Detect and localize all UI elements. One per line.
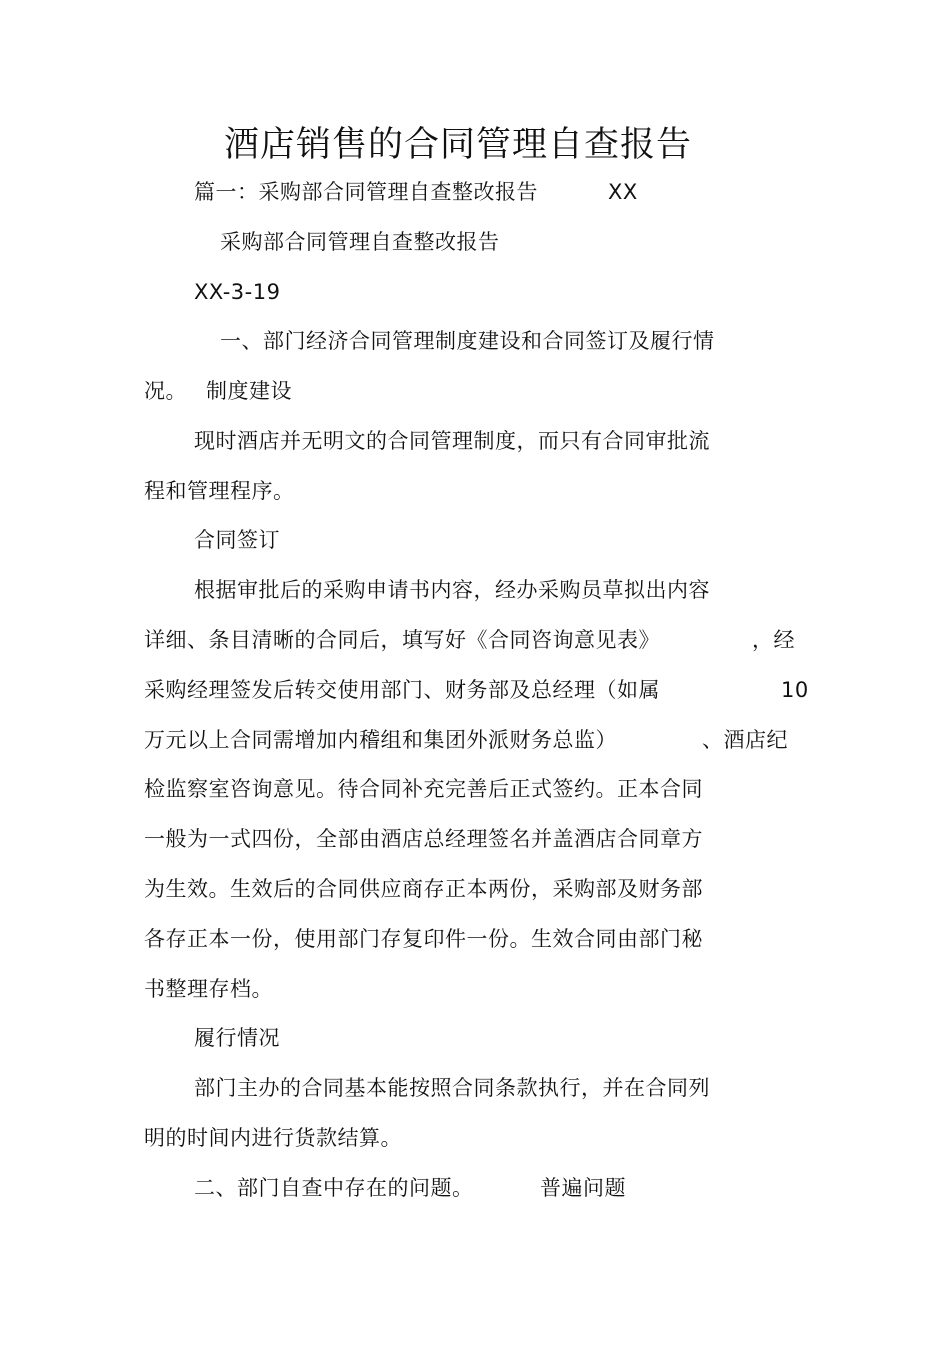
- subtitle-text: 篇一：采购部合同管理自查整改报告: [194, 180, 538, 204]
- text-line: 现时酒店并无明文的合同管理制度，而只有合同审批流: [194, 429, 710, 453]
- date-line: XX-3-19: [194, 280, 281, 304]
- text-line: 明的时间内进行货款结算。: [144, 1126, 402, 1150]
- text-segment: 10: [781, 678, 809, 702]
- text-segment: 采购经理签发后转交使用部门、财务部及总经理（如属: [144, 678, 660, 702]
- text-segment: 详细、条目清晰的合同后，填写好《合同咨询意见表》: [144, 628, 660, 652]
- text-segment: 、酒店纪: [702, 728, 788, 752]
- subtitle-year: XX: [608, 180, 638, 204]
- text-line: 程和管理程序。: [144, 479, 295, 503]
- text-line: 部门主办的合同基本能按照合同条款执行，并在合同列: [194, 1076, 710, 1100]
- subheading: 普遍问题: [540, 1176, 626, 1200]
- text-segment: 二、部门自查中存在的问题。: [194, 1176, 474, 1200]
- text-segment: ，经: [752, 628, 795, 652]
- subheading: 制度建设: [206, 379, 292, 403]
- text-line: 书整理存档。: [144, 977, 273, 1001]
- text-line: 采购部合同管理自查整改报告: [220, 230, 500, 254]
- text-line: 为生效。生效后的合同供应商存正本两份，采购部及财务部: [144, 877, 703, 901]
- text-line: 根据审批后的采购申请书内容，经办采购员草拟出内容: [194, 578, 710, 602]
- text-line: 一般为一式四份，全部由酒店总经理签名并盖酒店合同章方: [144, 827, 703, 851]
- subheading: 合同签订: [194, 528, 280, 552]
- text-segment: 万元以上合同需增加内稽组和集团外派财务总监）: [144, 728, 617, 752]
- text-line: 各存正本一份，使用部门存复印件一份。生效合同由部门秘: [144, 927, 703, 951]
- document-title: 酒店销售的合同管理自查报告: [223, 125, 692, 165]
- section-heading: 一、部门经济合同管理制度建设和合同签订及履行情: [220, 329, 715, 353]
- text-segment: 况。: [144, 379, 187, 403]
- subheading: 履行情况: [194, 1026, 280, 1050]
- text-line: 检监察室咨询意见。待合同补充完善后正式签约。正本合同: [144, 777, 703, 801]
